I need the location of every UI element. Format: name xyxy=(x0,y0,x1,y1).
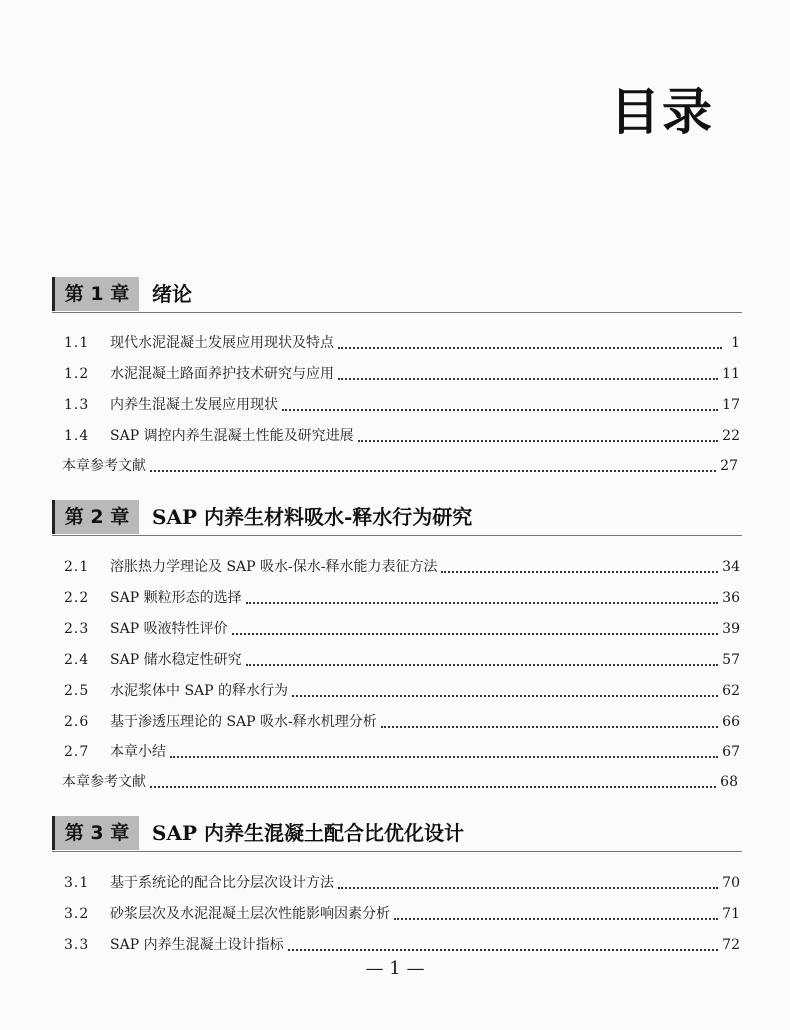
entry-page: 68 xyxy=(720,774,738,790)
page-number: — 1 — xyxy=(365,958,425,979)
entry-title: SAP 吸液特性评价 xyxy=(110,621,228,637)
toc-entry[interactable] xyxy=(64,363,740,385)
leader-dots xyxy=(150,469,716,472)
entry-title: 水泥混凝土路面养护技术研究与应用 xyxy=(110,366,334,382)
leader-dots xyxy=(170,755,718,758)
chapter-title: SAP 内养生材料吸水-释水行为研究 xyxy=(152,505,473,529)
entry-number: 2.7 xyxy=(64,744,90,760)
entry-number: 1.3 xyxy=(64,397,90,413)
toc-entry[interactable] xyxy=(64,332,740,354)
chapter-label: 第 2 章 xyxy=(52,500,139,534)
chapter-title: SAP 内养生混凝土配合比优化设计 xyxy=(152,821,464,845)
entry-title: SAP 内养生混凝土设计指标 xyxy=(110,937,284,953)
chapter-heading xyxy=(52,816,742,852)
chapter-2 xyxy=(52,500,742,536)
toc-entry[interactable] xyxy=(64,872,740,894)
entry-page: 11 xyxy=(722,366,740,382)
chapter-3 xyxy=(52,816,742,852)
entry-page: 72 xyxy=(722,937,740,953)
entry-number: 3.1 xyxy=(64,875,90,891)
toc-entry[interactable] xyxy=(64,425,740,447)
toc-entry-references[interactable] xyxy=(62,455,738,477)
entry-number: 2.5 xyxy=(64,683,90,699)
entry-number: 1.4 xyxy=(64,428,90,444)
toc-entry[interactable] xyxy=(64,618,740,640)
entry-page: 27 xyxy=(720,458,738,474)
chapter-rule xyxy=(52,312,742,313)
toc-entry[interactable] xyxy=(64,903,740,925)
chapter-label: 第 1 章 xyxy=(52,277,139,311)
entry-title: 本章参考文献 xyxy=(62,774,146,790)
leader-dots xyxy=(338,377,718,380)
entry-page: 1 xyxy=(731,335,740,351)
entry-page: 34 xyxy=(722,559,740,575)
entry-page: 39 xyxy=(722,621,740,637)
toc-entry[interactable] xyxy=(64,649,740,671)
entry-title: SAP 储水稳定性研究 xyxy=(110,652,242,668)
entry-number: 2.6 xyxy=(64,714,90,730)
entry-title: SAP 颗粒形态的选择 xyxy=(110,590,242,606)
leader-dots xyxy=(338,886,718,889)
toc-entry[interactable] xyxy=(64,711,740,733)
chapter-heading xyxy=(52,500,742,536)
entry-title: 砂浆层次及水泥混凝土层次性能影响因素分析 xyxy=(110,906,390,922)
entry-page: 70 xyxy=(722,875,740,891)
entry-title: 水泥浆体中 SAP 的释水行为 xyxy=(110,683,289,699)
entry-number: 1.2 xyxy=(64,366,90,382)
leader-dots xyxy=(292,694,718,697)
toc-entry[interactable] xyxy=(64,556,740,578)
entry-title: 基于渗透压理论的 SAP 吸水-释水机理分析 xyxy=(110,714,377,730)
toc-entry[interactable] xyxy=(64,587,740,609)
leader-dots xyxy=(232,632,719,635)
entry-title: 本章小结 xyxy=(110,744,166,760)
entry-page: 66 xyxy=(722,714,740,730)
entry-page: 62 xyxy=(722,683,740,699)
entry-page: 22 xyxy=(722,428,740,444)
leader-dots xyxy=(282,408,718,411)
toc-entry-references[interactable] xyxy=(62,771,738,793)
entry-number: 2.4 xyxy=(64,652,90,668)
leader-dots xyxy=(441,570,718,573)
toc-entry[interactable] xyxy=(64,741,740,763)
entry-title: 基于系统论的配合比分层次设计方法 xyxy=(110,875,334,891)
leader-dots xyxy=(150,785,716,788)
entry-page: 67 xyxy=(722,744,740,760)
entry-page: 57 xyxy=(722,652,740,668)
leader-dots xyxy=(394,917,718,920)
entry-page: 36 xyxy=(722,590,740,606)
leader-dots xyxy=(381,725,718,728)
leader-dots xyxy=(338,346,722,349)
entry-title: 现代水泥混凝土发展应用现状及特点 xyxy=(110,335,334,351)
chapter-title: 绪论 xyxy=(152,282,192,306)
entry-title: 溶胀热力学理论及 SAP 吸水-保水-释水能力表征方法 xyxy=(110,559,438,575)
chapter-1 xyxy=(52,277,742,313)
toc-entry[interactable] xyxy=(64,394,740,416)
entry-title: 内养生混凝土发展应用现状 xyxy=(110,397,278,413)
leader-dots xyxy=(288,948,719,951)
chapter-rule xyxy=(52,535,742,536)
entry-title: 本章参考文献 xyxy=(62,458,146,474)
chapter-rule xyxy=(52,851,742,852)
leader-dots xyxy=(246,663,719,666)
leader-dots xyxy=(358,439,719,442)
entry-number: 1.1 xyxy=(64,335,90,351)
toc-entry[interactable] xyxy=(64,680,740,702)
entry-number: 2.1 xyxy=(64,559,90,575)
chapter-label: 第 3 章 xyxy=(52,816,139,850)
entry-title: SAP 调控内养生混凝土性能及研究进展 xyxy=(110,428,354,444)
entry-number: 3.3 xyxy=(64,937,90,953)
entry-page: 17 xyxy=(722,397,740,413)
entry-page: 71 xyxy=(722,906,740,922)
toc-entry[interactable] xyxy=(64,934,740,956)
page-title: 目录 xyxy=(610,83,714,141)
entry-number: 2.3 xyxy=(64,621,90,637)
entry-number: 3.2 xyxy=(64,906,90,922)
entry-number: 2.2 xyxy=(64,590,90,606)
chapter-heading xyxy=(52,277,742,313)
leader-dots xyxy=(246,601,719,604)
